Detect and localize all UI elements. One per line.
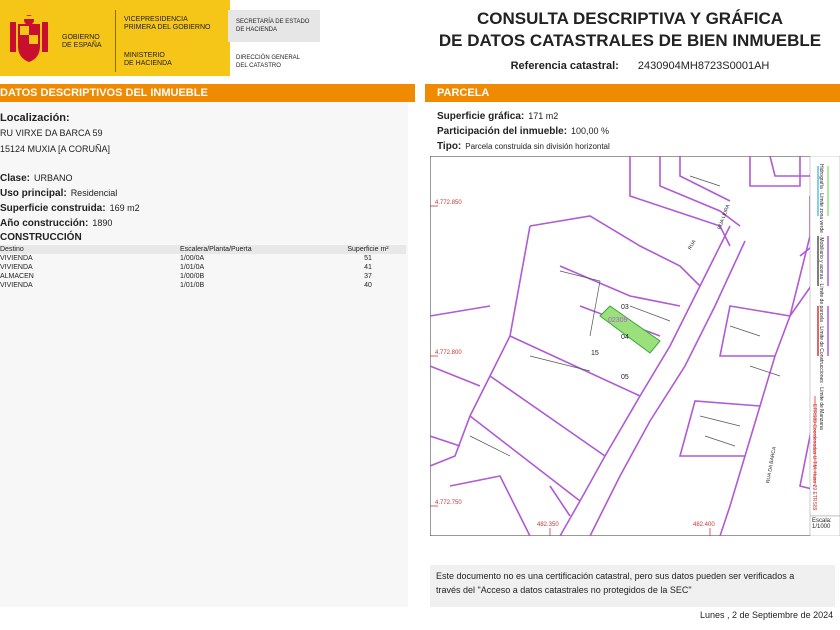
coat-of-arms-icon: [6, 14, 52, 66]
scale-label: Escala: 1/1000: [812, 518, 832, 530]
reference-line: [440, 60, 840, 72]
clase-row: Clase: URBANO: [0, 173, 73, 184]
street-label: RUA DA BARCA: [765, 446, 778, 484]
coord-label: 4.772.800: [435, 350, 462, 356]
section-bar-descriptivos: DATOS DESCRIPTIVOS DEL INMUEBLE: [0, 84, 415, 102]
localizacion-label: Localización:: [0, 112, 70, 124]
table-row: VIVIENDA 1/01/0B 40: [0, 282, 372, 289]
secretaria-label: SECRETARÍA DE ESTADO DE HACIENDA: [236, 19, 310, 33]
table-row: VIVIENDA 1/01/0A 41: [0, 264, 372, 271]
table-header-row: [0, 245, 406, 254]
manzana-number: 02309: [608, 317, 628, 324]
disclaimer-note: Este documento no es una certificación catastral, pero sus datos pueden ser verificados a través del "Acceso a datos catastrales no protegidos de la SEC": [430, 565, 835, 607]
coord-label: 4.772.750: [435, 500, 462, 506]
parcel-number: 05: [621, 374, 629, 381]
superficie-row: Superficie construida: 169 m2: [0, 203, 140, 214]
superficie-grafica-row: Superficie gráfica: 171 m2: [437, 111, 559, 122]
tipo-row: Tipo: Parcela construida sin división horizontal: [437, 141, 610, 152]
coord-label: 482.400: [693, 522, 715, 528]
col-superficie: Superficie m²: [330, 245, 406, 254]
vicepresidencia-label: VICEPRESIDENCIA PRIMERA DEL GOBIERNO: [124, 16, 211, 31]
gobierno-label: GOBIERNO DE ESPAÑA: [62, 34, 102, 49]
footer-date: Lunes , 2 de Septiembre de 2024: [700, 610, 834, 620]
uso-row: Uso principal: Residencial: [0, 188, 118, 199]
descriptive-panel: [0, 102, 408, 607]
anio-row: Año construcción: 1890: [0, 218, 113, 229]
reference-label: Referencia catastral:: [510, 60, 619, 72]
parcel-panel: [425, 102, 840, 607]
parcel-number: 03: [621, 304, 629, 311]
address-line2: 15124 MUXIA [A CORUÑA]: [0, 144, 111, 154]
construccion-title: CONSTRUCCIÓN: [0, 232, 82, 243]
ministerio-label: MINISTERIO DE HACIENDA: [124, 52, 172, 67]
street-label: RUA: [687, 238, 698, 252]
col-escalera: Escalera/Planta/Puerta: [180, 245, 330, 254]
crs-note: ETRS89 Coordenadas U.T.M. Huso 29 ETRS89: [811, 404, 817, 511]
parcel-number: 04: [621, 334, 629, 341]
participacion-row: Participación del inmueble: 100,00 %: [437, 126, 610, 137]
legend-text: Hidrografía · Límite zona verde · Mobiliario y aceras · Límite de parcela · Límite de Construcciones · Límite de Manzana: [818, 164, 824, 430]
divider: [115, 10, 116, 72]
street-label: RUA LEIRA: [716, 203, 732, 231]
reference-value: 2430904MH8723S0001AH: [637, 60, 770, 72]
page-title: CONSULTA DESCRIPTIVA Y GRÁFICA DE DATOS CATASTRALES DE BIEN INMUEBLE: [438, 9, 822, 50]
table-row: VIVIENDA 1/00/0A 51: [0, 255, 372, 262]
coord-label: 482.350: [537, 522, 559, 528]
section-bar-parcela: PARCELA: [425, 84, 840, 102]
col-destino: Destino: [0, 245, 180, 254]
parcel-number: 15: [591, 350, 599, 357]
construction-table: [0, 245, 406, 290]
cadastral-map[interactable]: [430, 156, 840, 536]
coord-label: 4.772.850: [435, 200, 462, 206]
direccion-label: DIRECCIÓN GENERAL DEL CATASTRO: [236, 55, 301, 69]
address-line1: RU VIRXE DA BARCA 59: [0, 128, 103, 138]
table-row: ALMACEN 1/00/0B 37: [0, 273, 372, 280]
